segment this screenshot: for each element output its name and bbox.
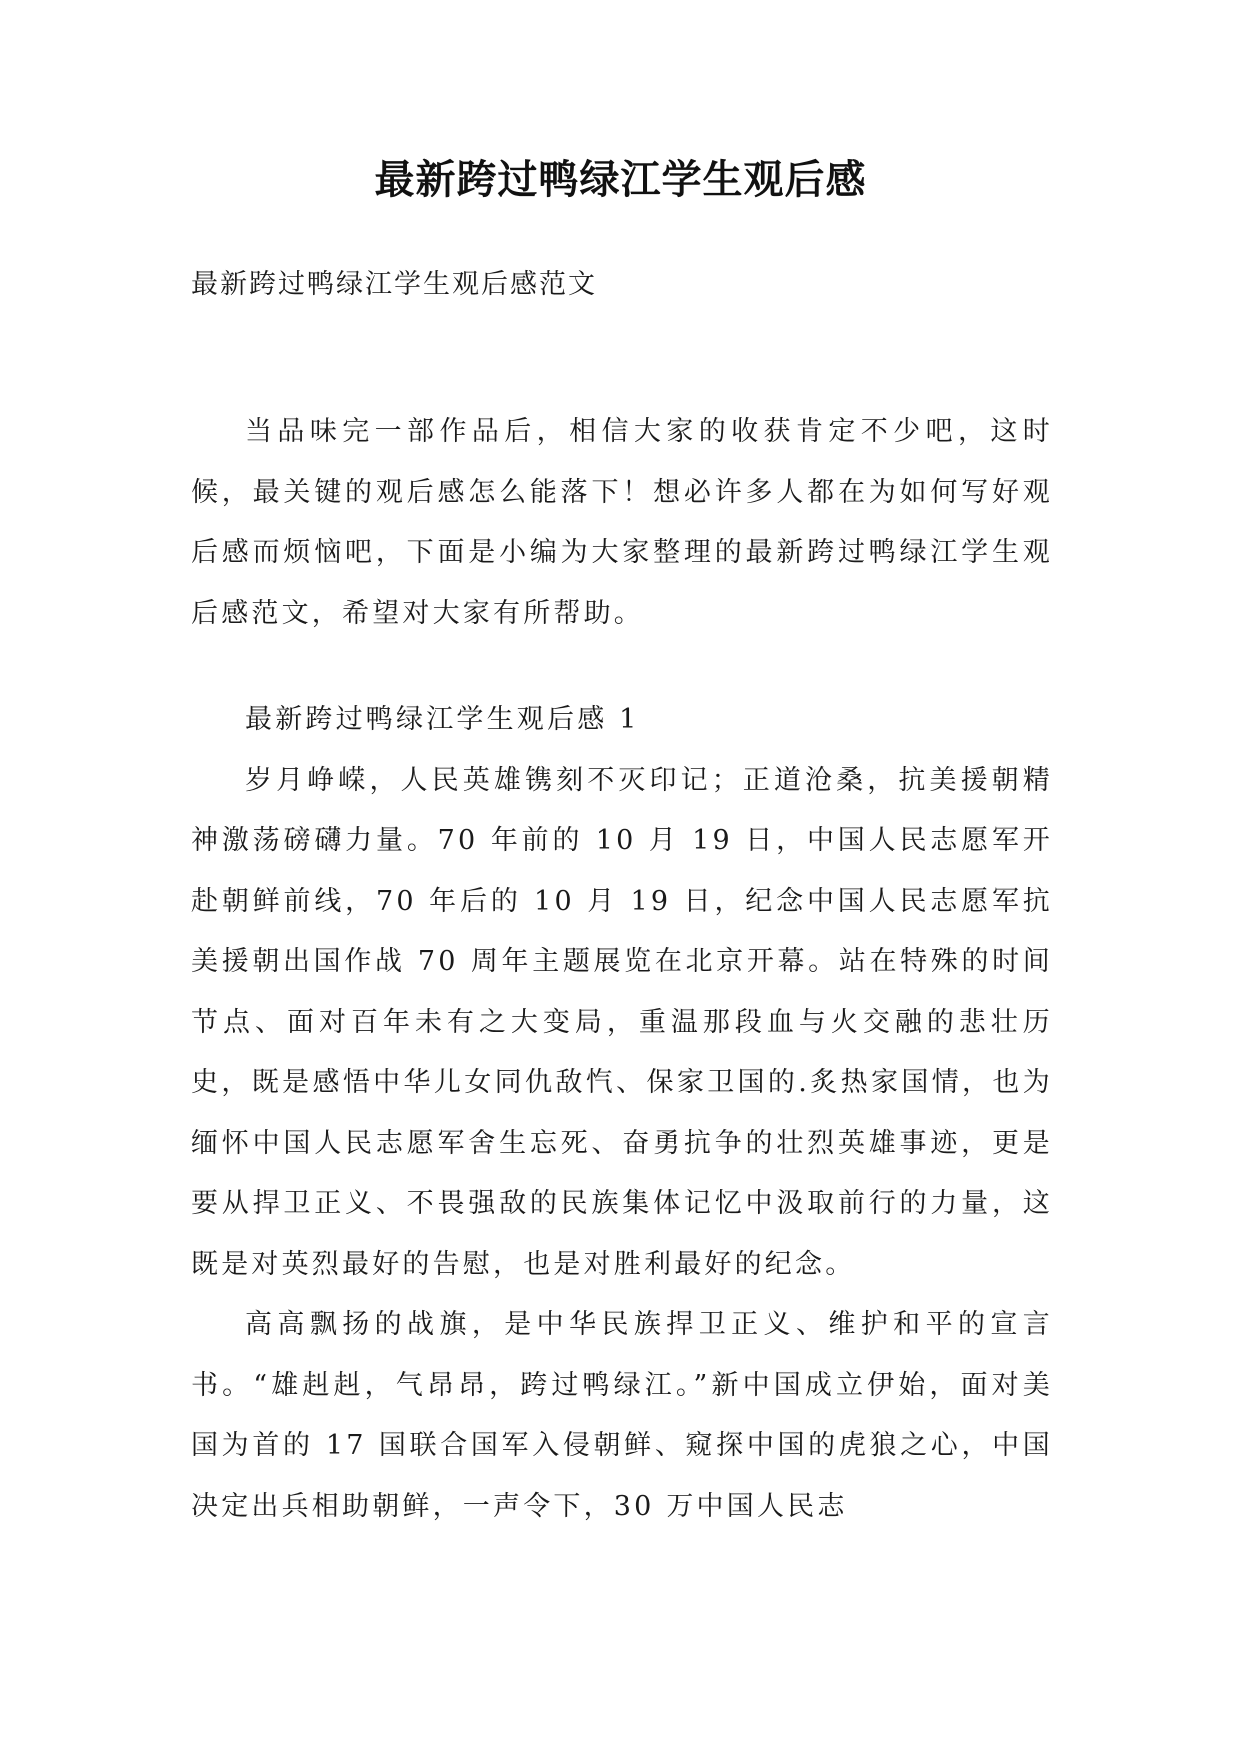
intro-paragraph: 当品味完一部作品后，相信大家的收获肯定不少吧，这时候，最关键的观后感怎么能落下！想必许多人都在为如何写好观后感而烦恼吧，下面是小编为大家整理的最新跨过鸭绿江学生观后感范文，希望对大家有所帮助。 [191, 416, 1053, 629]
section-title: 最新跨过鸭绿江学生观后感 1 [245, 704, 640, 735]
intro-block [191, 402, 1053, 644]
essay-block [191, 690, 1053, 1537]
document-subtitle: 最新跨过鸭绿江学生观后感范文 [191, 269, 597, 300]
essay-paragraph-1: 岁月峥嵘，人民英雄镌刻不灭印记；正道沧桑，抗美援朝精神激荡磅礴力量。70 年前的 10 月 19 日，中国人民志愿军开赴朝鲜前线，70 年后的 10 月 19 日，纪念中国人民志愿军抗美援朝出国作战 70 周年主题展览在北京开幕。站在特殊的时间节点、面对百年未有之大变局，重温那段血与火交融的悲壮历史，既是感悟中华儿女同仇敌忾、保家卫国的.炙热家国情，也为缅怀中国人民志愿军舍生忘死、奋勇抗争的壮烈英雄事迹，更是要从捍卫正义、不畏强敌的民族集体记忆中汲取前行的力量，这既是对英烈最好的告慰，也是对胜利最好的纪念。 [191, 764, 1053, 1280]
document-title: 最新跨过鸭绿江学生观后感 [374, 156, 867, 203]
essay-paragraph-2: 高高飘扬的战旗，是中华民族捍卫正义、维护和平的宣言书。“雄赳赳，气昂昂，跨过鸭绿江。”新中国成立伊始，面对美国为首的 17 国联合国军入侵朝鲜、窥探中国的虎狼之心，中国决定出兵相助朝鲜，一声令下，30 万中国人民志 [191, 1309, 1053, 1522]
